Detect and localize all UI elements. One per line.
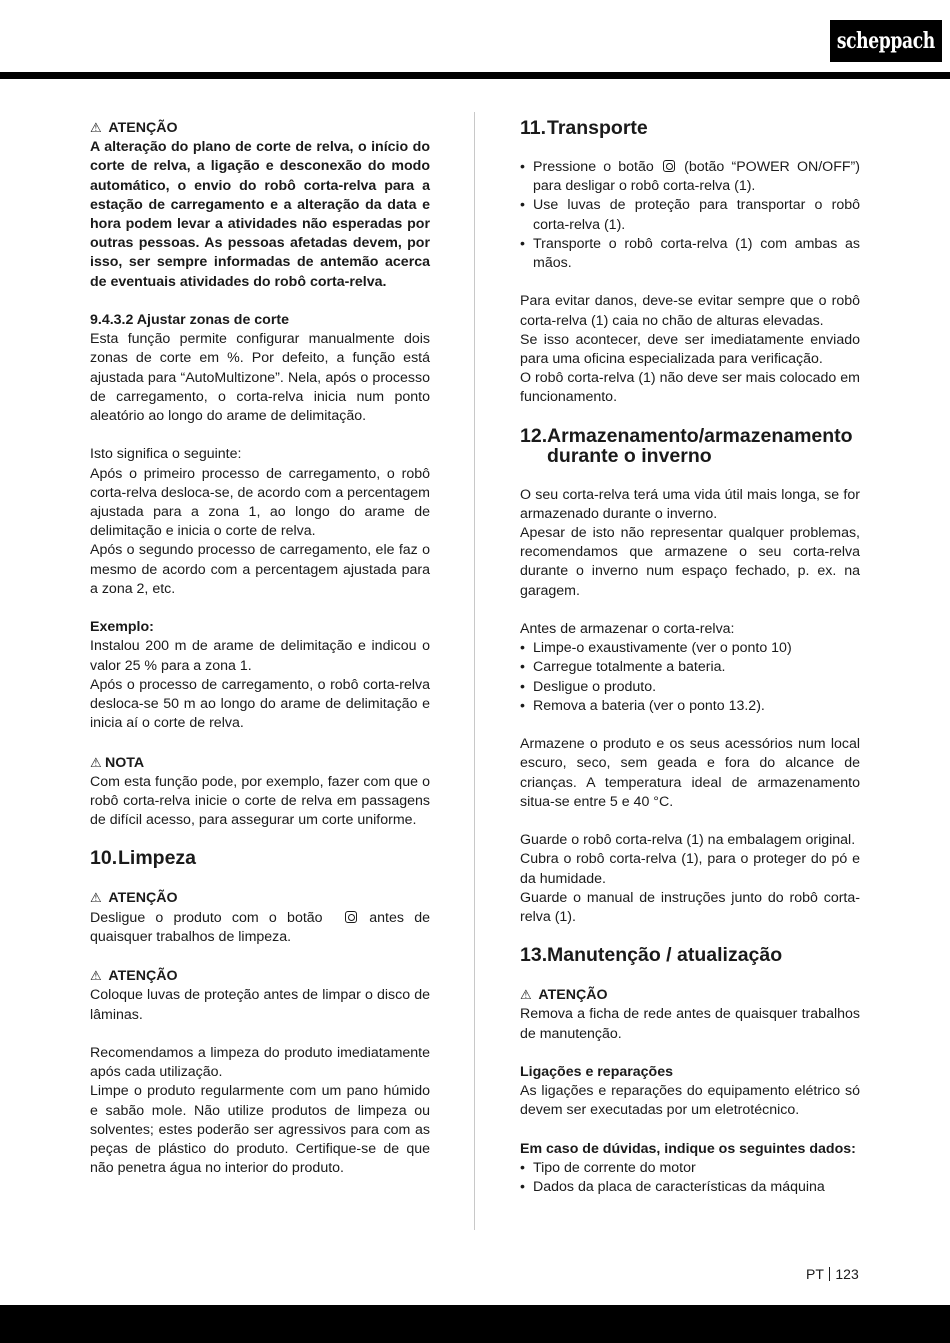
paragraph: Esta função permite configurar manualmente dois zonas de corte em %. Por defeito, a função está ajustada para “AutoMultizone”. Nela, após o processo de carregamento, o corta-relva inicia num ponto aleatório ao longo do arame de delimitação. bbox=[90, 331, 430, 425]
power-button-icon bbox=[663, 160, 675, 172]
warning-text: Desligue o produto com o botão antes de quaisquer trabalhos de limpeza. bbox=[90, 909, 430, 945]
warning-heading: ⚠ ATENÇÃO bbox=[90, 890, 178, 907]
paragraph: Limpe o produto regularmente com um pano húmido e sabão mole. Não utilize produtos de limpeza ou solventes; estes poderão ser agressivos para com as peças de plástico do produto. Certifique-se de que não penetra água no interior do produto. bbox=[90, 1083, 430, 1177]
paragraph: Armazene o produto e os seus acessórios num local escuro, seco, sem geada e fora do alcance de crianças. A temperatura ideal de armazenamento situa-se entre 5 e 40 °C. bbox=[520, 736, 860, 810]
storage-list bbox=[520, 639, 860, 716]
section-heading-11: 11. Transporte bbox=[520, 117, 648, 139]
paragraph: Instalou 200 m de arame de delimitação e indicou o valor 25 % para a zona 1. bbox=[90, 638, 430, 674]
section-heading-13: 13. Manutenção / atualização bbox=[520, 944, 783, 967]
list-item: • Dados da placa de características da máquina bbox=[520, 1178, 860, 1197]
list-item: • Desligue o produto. bbox=[520, 678, 860, 697]
warning-icon: ⚠ bbox=[90, 890, 102, 906]
paragraph: Após o primeiro processo de carregamento, o robô corta-relva desloca-se, de acordo com a percentagem ajustada para a zona 1, ao longo do arame de delimitação e inicia o corte de relva. bbox=[90, 465, 430, 540]
right-column bbox=[520, 118, 860, 1197]
list-item: • Limpe-o exaustivamente (ver o ponto 10) bbox=[520, 639, 860, 658]
note-text: Com esta função pode, por exemplo, fazer com que o robô corta-relva inicie o corte de relva em passagens de difícil acesso, para assegurar um corte uniforme. bbox=[90, 773, 430, 829]
footer-bar bbox=[0, 1305, 950, 1343]
list-item: • Pressione o botão (botão “POWER ON/OFF”) para desligar o robô corta-relva (1). bbox=[520, 158, 860, 196]
paragraph: Cubra o robô corta-relva (1), para o proteger do pó e da humidade. bbox=[520, 851, 860, 887]
paragraph: Antes de armazenar o corta-relva: bbox=[520, 621, 735, 638]
header-rule bbox=[0, 72, 950, 79]
brand-logo: scheppach bbox=[830, 20, 942, 62]
page-footer bbox=[806, 1265, 859, 1282]
transport-list bbox=[520, 158, 860, 273]
language-code: PT bbox=[806, 1266, 824, 1282]
paragraph: O robô corta-relva (1) não deve ser mais colocado em funcionamento. bbox=[520, 370, 860, 406]
subsection-title: Ligações e reparações bbox=[520, 1064, 673, 1081]
warning-text: Coloque luvas de proteção antes de limpar o disco de lâminas. bbox=[90, 987, 430, 1023]
warning-text: Remova a ficha de rede antes de quaisquer trabalhos de manutenção. bbox=[520, 1006, 860, 1042]
power-button-icon bbox=[345, 911, 357, 923]
column-divider bbox=[474, 112, 475, 1230]
paragraph: Guarde o robô corta-relva (1) na embalagem original. bbox=[520, 832, 856, 849]
page-number: 123 bbox=[835, 1266, 859, 1282]
paragraph: As ligações e reparações do equipamento elétrico só devem ser executadas por um eletrotécnico. bbox=[520, 1083, 860, 1119]
paragraph: Apesar de isto não representar qualquer problemas, recomendamos que armazene o seu corta-relva durante o inverno num espaço fechado, p. ex. na garagem. bbox=[520, 525, 860, 599]
list-item: • Remova a bateria (ver o ponto 13.2). bbox=[520, 697, 860, 716]
paragraph: Guarde o manual de instruções junto do robô corta-relva (1). bbox=[520, 889, 860, 926]
warning-heading: ⚠ ATENÇÃO bbox=[90, 968, 178, 985]
paragraph: Se isso acontecer, deve ser imediatamente enviado para uma oficina especializada para verificação. bbox=[520, 331, 860, 368]
paragraph: Recomendamos a limpeza do produto imediatamente após cada utilização. bbox=[90, 1045, 430, 1081]
section-heading-12: 12. Armazenamento/armazenamento durante o inverno bbox=[520, 424, 853, 467]
paragraph: Após o segundo processo de carregamento, ele faz o mesmo de acordo com a percentagem ajustada para a zona 2, etc. bbox=[90, 542, 430, 597]
paragraph: Isto significa o seguinte: bbox=[90, 446, 242, 463]
warning-icon: ⚠ bbox=[90, 754, 102, 770]
list-item: • Tipo de corrente do motor bbox=[520, 1159, 860, 1178]
warning-icon: ⚠ bbox=[90, 968, 102, 984]
warning-heading: ⚠ ATENÇÃO bbox=[90, 120, 178, 136]
subsection-title: Em caso de dúvidas, indique os seguintes dados: bbox=[520, 1140, 856, 1157]
warning-icon: ⚠ bbox=[520, 987, 532, 1003]
list-item: • Use luvas de proteção para transportar o robô corta-relva (1). bbox=[520, 196, 860, 234]
warning-icon: ⚠ bbox=[90, 120, 102, 135]
paragraph: Para evitar danos, deve-se evitar sempre que o robô corta-relva (1) caia no chão de alturas elevadas. bbox=[520, 293, 860, 329]
subsection-title: 9.4.3.2 Ajustar zonas de corte bbox=[90, 312, 289, 329]
warning-text: A alteração do plano de corte de relva, o início do corte de relva, a ligação e desconexão do modo automático, o envio do robô corta-relva para a estação de carregamento e a alteração da data e hora podem levar a atividades não esperadas por outras pessoas. As pessoas afetadas devem, por isso, ser sempre informadas de antemão acerca de eventuais atividades do robô corta-relva. bbox=[90, 139, 430, 290]
left-column bbox=[90, 118, 430, 1178]
list-item: • Transporte o robô corta-relva (1) com ambas as mãos. bbox=[520, 235, 860, 273]
list-item: • Carregue totalmente a bateria. bbox=[520, 658, 860, 677]
note-heading: ⚠ NOTA bbox=[90, 754, 145, 771]
paragraph: O seu corta-relva terá uma vida útil mais longa, se for armazenado durante o inverno. bbox=[520, 486, 860, 522]
warning-heading: ⚠ ATENÇÃO bbox=[520, 987, 608, 1004]
example-title: Exemplo: bbox=[90, 619, 154, 636]
paragraph: Após o processo de carregamento, o robô corta-relva desloca-se 50 m ao longo do arame de delimitação e inicia aí o corte de relva. bbox=[90, 676, 430, 732]
doubt-list bbox=[520, 1159, 860, 1197]
section-heading-10: 10. Limpeza bbox=[90, 847, 197, 870]
